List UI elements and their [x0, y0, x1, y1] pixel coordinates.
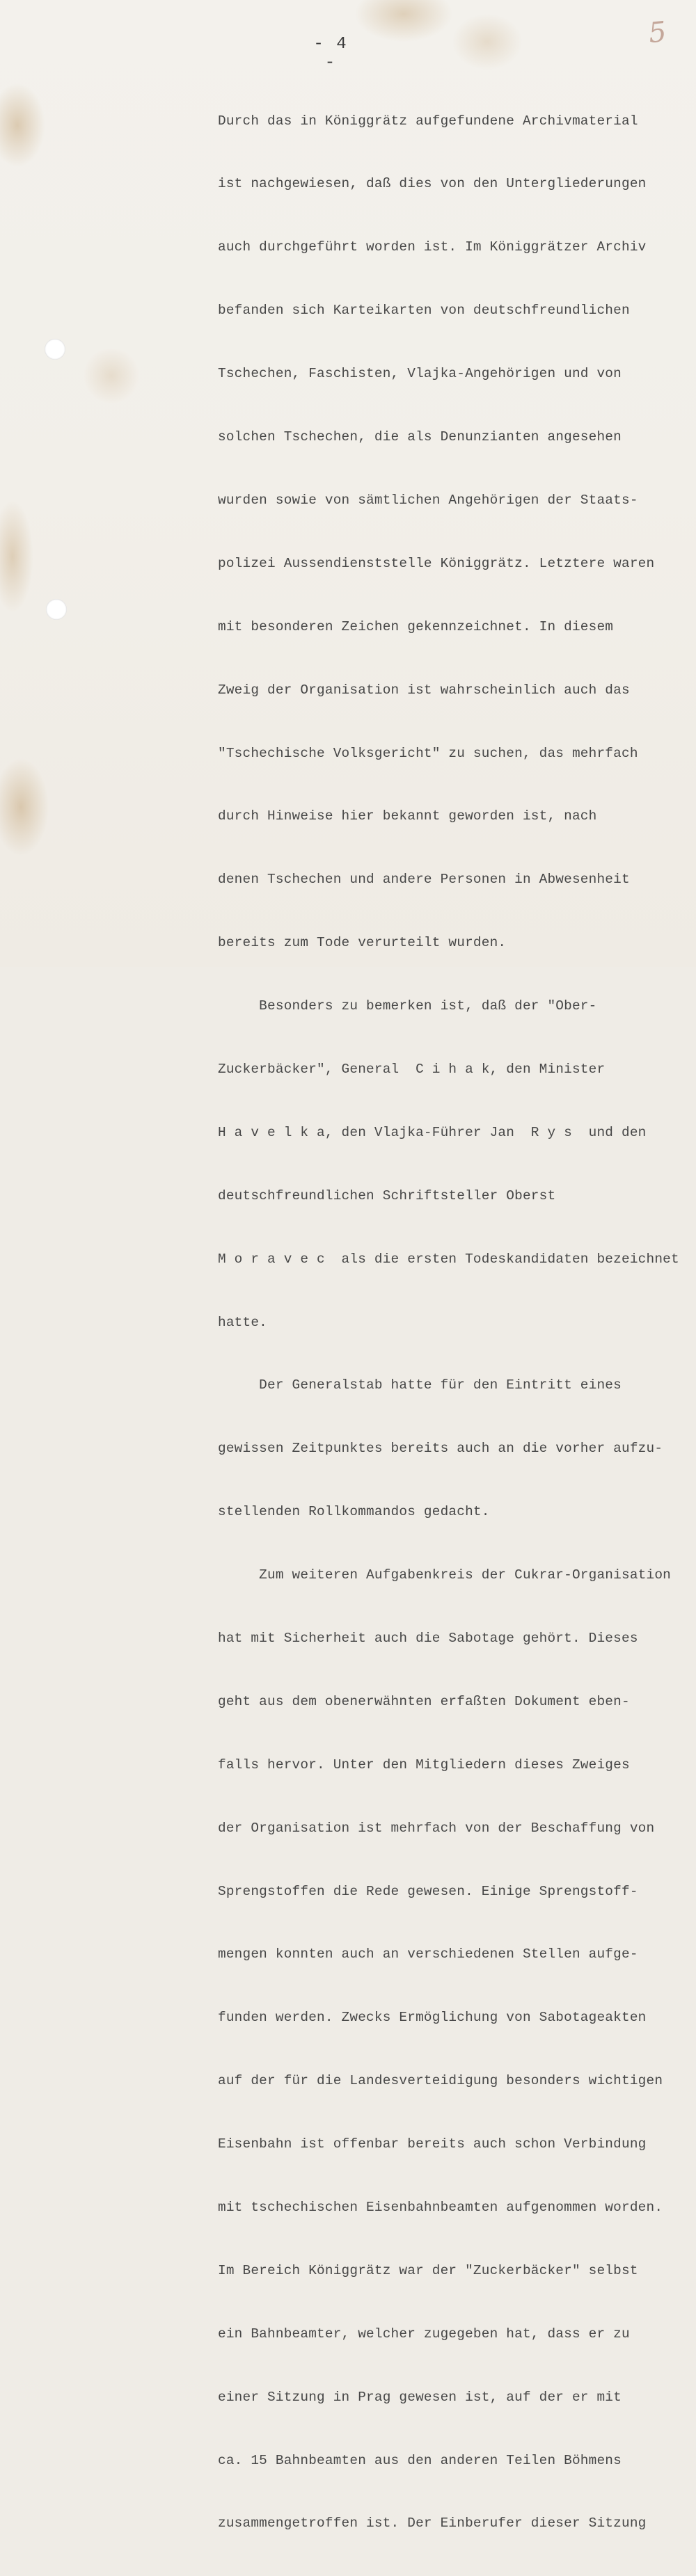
text-line: "Tschechische Volksgericht" zu suchen, das mehrfach [218, 745, 638, 761]
text-line: gewissen Zeitpunktes bereits auch an die vorher aufzu- [218, 1441, 663, 1457]
text-line: Besonders zu bemerken ist, daß der "Ober- [218, 998, 597, 1014]
typewritten-text-block [218, 68, 679, 2576]
text-line: Der Generalstab hatte für den Eintritt eines [218, 1377, 622, 1393]
text-line: wurden sowie von sämtlichen Angehörigen der Staats- [218, 492, 638, 508]
text-line: H a v e l k a, den Vlajka-Führer Jan R y s und den [218, 1124, 647, 1140]
handwritten-sheet-number: 5 [647, 15, 668, 50]
text-line: auf der für die Landesverteidigung besonders wichtigen [218, 2073, 663, 2089]
text-line: funden werden. Zwecks Ermöglichung von Sabotageakten [218, 2010, 647, 2026]
text-line: hatte. [218, 1314, 268, 1330]
text-line: denen Tschechen und andere Personen in Abwesenheit [218, 872, 630, 888]
text-line: Zum weiteren Aufgabenkreis der Cukrar-Organisation [218, 1567, 671, 1583]
text-line: M o r a v e c als die ersten Todeskandidaten bezeichnet [218, 1251, 679, 1267]
text-line: falls hervor. Unter den Mitgliedern dieses Zweiges [218, 1757, 630, 1773]
text-line: deutschfreundlichen Schriftsteller Oberst [218, 1187, 556, 1203]
text-line: einer Sitzung in Prag gewesen ist, auf der er mit [218, 2389, 622, 2405]
page-number: - 4 - [313, 35, 348, 72]
text-line: Eisenbahn ist offenbar bereits auch schon Verbindung [218, 2136, 647, 2152]
text-line: polizei Aussendienststelle Königgrätz. Letztere waren [218, 555, 655, 571]
text-line: solchen Tschechen, die als Denunzianten angesehen [218, 429, 622, 445]
text-line: mit tschechischen Eisenbahnbeamten aufgenommen worden. [218, 2199, 663, 2215]
text-line: der Organisation ist mehrfach von der Beschaffung von [218, 1820, 655, 1836]
text-line: hat mit Sicherheit auch die Sabotage gehört. Dieses [218, 1630, 638, 1646]
text-line: mit besonderen Zeichen gekennzeichnet. In diesem [218, 618, 614, 634]
text-line: ca. 15 Bahnbeamten aus den anderen Teilen Böhmens [218, 2452, 622, 2468]
text-line: Tschechen, Faschisten, Vlajka-Angehörigen und von [218, 366, 622, 382]
text-line: geht aus dem obenerwähnten erfaßten Dokument eben- [218, 1693, 630, 1709]
text-line: Zweig der Organisation ist wahrscheinlich auch das [218, 682, 630, 698]
text-line: zusammengetroffen ist. Der Einberufer dieser Sitzung [218, 2515, 647, 2531]
punch-hole [45, 339, 65, 360]
text-line: ein Bahnbeamter, welcher zugegeben hat, dass er zu [218, 2326, 630, 2342]
text-line: auch durchgeführt worden ist. Im Königgrätzer Archiv [218, 239, 647, 255]
text-line: ist nachgewiesen, daß dies von den Untergliederungen [218, 176, 647, 192]
text-line: Im Bereich Königgrätz war der "Zuckerbäcker" selbst [218, 2262, 638, 2278]
text-line: durch Hinweise hier bekannt geworden ist, nach [218, 808, 597, 824]
text-line: mengen konnten auch an verschiedenen Stellen aufge- [218, 1946, 638, 1962]
text-line: stellenden Rollkommandos gedacht. [218, 1504, 490, 1520]
text-line: Durch das in Königgrätz aufgefundene Archivmaterial [218, 113, 638, 129]
text-line: befanden sich Karteikarten von deutschfreundlichen [218, 303, 630, 319]
punch-hole [46, 599, 67, 620]
text-line: Sprengstoffen die Rede gewesen. Einige Sprengstoff- [218, 1883, 638, 1899]
text-line: bereits zum Tode verurteilt wurden. [218, 935, 507, 951]
text-line: Zuckerbäcker", General C i h a k, den Minister [218, 1061, 606, 1077]
